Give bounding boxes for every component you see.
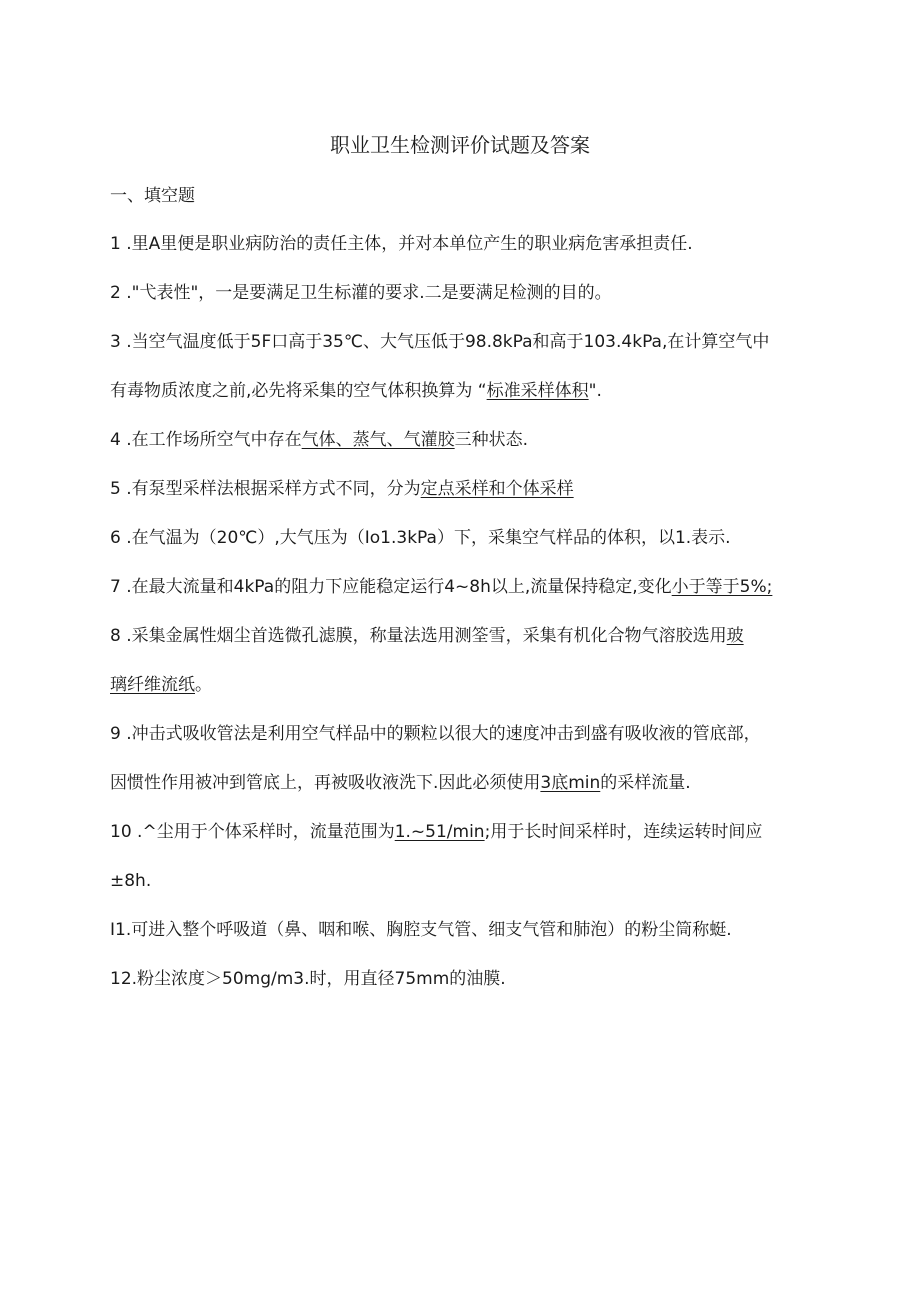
question-text: ;用于长时间采样时，连续运转时间应	[484, 822, 763, 842]
question-1	[110, 231, 825, 257]
question-2	[110, 280, 825, 306]
question-number: 1	[110, 234, 121, 254]
answer-underlined: 气体、蒸气、气灌胶	[301, 430, 455, 450]
question-text: .采集金属性烟尘首选微孔滤膜，称量法选用测筌雪，采集有机化合物气溶胶选用	[120, 626, 727, 646]
question-11	[110, 917, 825, 943]
answer-underlined: 玻	[726, 626, 744, 646]
question-text: ±8h.	[110, 871, 152, 891]
answer-underlined: 定点采样和个体采样	[420, 479, 574, 499]
question-number: 2	[110, 283, 121, 303]
question-3-line-1	[110, 329, 825, 355]
question-number: 5	[110, 479, 121, 499]
question-10-line-1	[110, 819, 825, 845]
question-text: 三种状态.	[454, 430, 529, 450]
answer-underlined: 璃纤维流纸	[110, 675, 195, 695]
question-7	[110, 574, 825, 600]
question-3-line-2	[110, 378, 825, 404]
answer-underlined: 1.~51/min	[394, 822, 485, 842]
answer-underlined: 小于等于5%;	[671, 577, 773, 597]
question-number: 9	[110, 724, 121, 744]
answer-underlined: 标准采样体积	[486, 381, 589, 401]
question-text: .有泵型采样法根据采样方式不同，分为	[120, 479, 421, 499]
question-text: 因惯性作用被冲到管底上，再被吸收液洗下.因此必须使用	[110, 773, 541, 793]
question-number: 4	[110, 430, 121, 450]
answer-underlined: 3底min	[540, 773, 601, 793]
question-text: 。	[195, 675, 212, 695]
section-heading: 一、填空题	[110, 186, 195, 206]
document-title: 职业卫生检测评价试题及答案	[330, 133, 590, 157]
question-text: .当空气温度低于5F口高于35℃、大气压低于98.8kPa和高于103.4kPa,在计算空气中	[120, 332, 770, 352]
question-number: 6	[110, 528, 121, 548]
question-text: .在工作场所空气中存在	[120, 430, 302, 450]
question-text: .冲击式吸收管法是利用空气样品中的颗粒以很大的速度冲击到盛有吸收液的管底部，	[120, 724, 761, 744]
question-number: 7	[110, 577, 121, 597]
question-5	[110, 476, 825, 502]
question-10-line-2	[110, 868, 825, 894]
question-6	[110, 525, 825, 551]
question-text: 有毒物质浓度之前,必先将采集的空气体积换算为 “	[110, 381, 487, 401]
question-9-line-2	[110, 770, 825, 796]
question-number: 10	[110, 822, 132, 842]
question-text: ."弋表性"，一是要满足卫生标灌的要求.二是要满足检测的目的。	[120, 283, 612, 303]
question-text: .里A里便是职业病防治的责任主体，并对本单位产生的职业病危害承担责任.	[120, 234, 693, 254]
question-4	[110, 427, 825, 453]
question-text: I1.可进入整个呼吸道（鼻、咽和喉、胸腔支气管、细支气管和肺泡）的粉尘筒称蜓.	[110, 920, 732, 940]
question-12	[110, 966, 825, 992]
question-number: 8	[110, 626, 121, 646]
question-text: 12.粉尘浓度＞50mg/m3.时，用直径75mm的油膜.	[110, 969, 506, 989]
question-8-line-2	[110, 672, 825, 698]
question-text: 的采样流量.	[600, 773, 691, 793]
question-text: ".	[588, 381, 602, 401]
question-number: 3	[110, 332, 121, 352]
question-9-line-1	[110, 721, 825, 747]
question-text: .^尘用于个体采样时，流量范围为	[131, 822, 395, 842]
question-text: .在最大流量和4kPa的阻力下应能稳定运行4~8h以上,流量保持稳定,变化	[120, 577, 672, 597]
question-text: .在气温为（20℃）,大气压为（Io1.3kPa）下，采集空气样品的体积，以1.表示.	[120, 528, 731, 548]
question-8-line-1	[110, 623, 825, 649]
